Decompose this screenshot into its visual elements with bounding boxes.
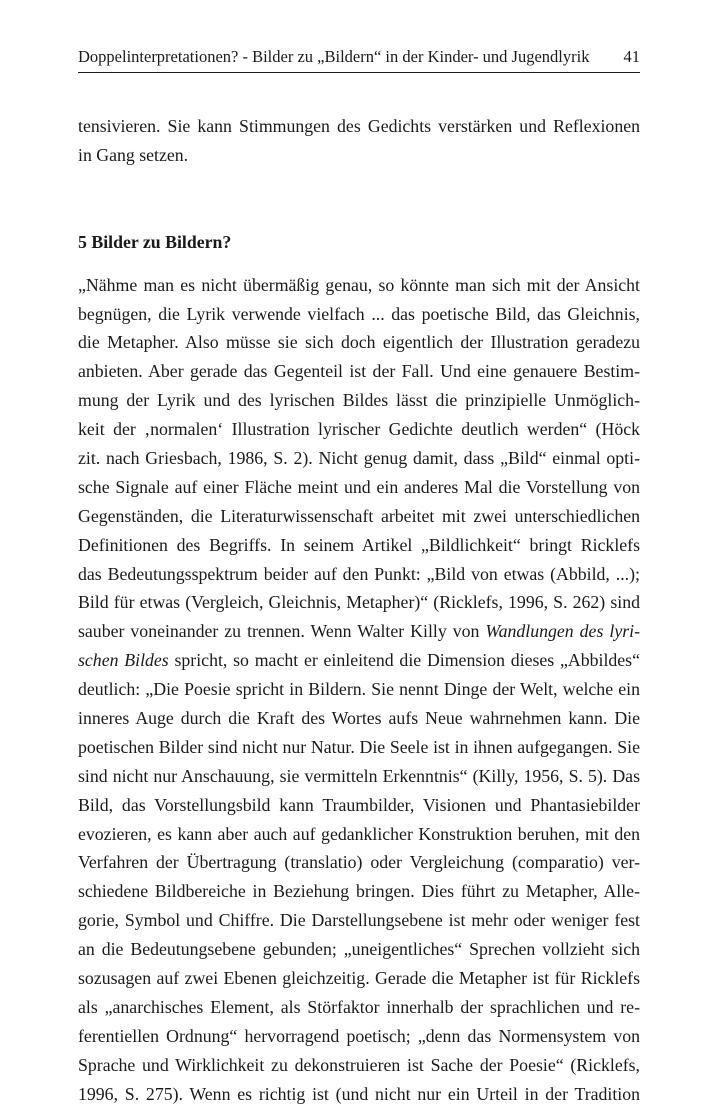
text-line: Definitionen des Begriffs. In seinem Artikel „Bildlichkeit“ bringt Ricklefs: [78, 534, 640, 555]
text-line: poetischen Bilder sind nicht nur Natur. Die Seele ist in ihnen aufgegangen. Sie: [78, 736, 640, 757]
text-line: Verfahren der Übertragung (translatio) oder Vergleichung (comparatio) ver-: [78, 852, 640, 873]
section-heading: 5 Bilder zu Bildern?: [78, 231, 232, 252]
text-line: Bild, das Vorstellungsbild kann Traumbilder, Visionen und Phantasiebilder: [78, 794, 640, 815]
text-line: gorie, Symbol und Chiffre. Die Darstellungsebene ist mehr oder weniger fest: [78, 910, 640, 931]
text-line: sozusagen auf zwei Ebenen gleichzeitig. Gerade die Metapher ist für Ricklefs: [78, 968, 640, 989]
body-text: [78, 112, 640, 1109]
text-line: in Gang setzen.: [78, 144, 189, 165]
page-number: 41: [623, 47, 640, 66]
text-line: mung der Lyrik und des lyrischen Bildes lässt die prinzipielle Unmöglich-: [78, 390, 640, 411]
text-line: sche Signale auf einer Fläche meint und ein anderes Mal die Vorstellung von: [78, 476, 640, 497]
text-line: tensivieren. Sie kann Stimmungen des Gedichts verstärken und Reflexionen: [78, 116, 640, 136]
text-line: deutlich: „Die Poesie spricht in Bildern. Sie nennt Dinge der Welt, welche ein: [78, 679, 640, 700]
text-line: anbieten. Aber gerade das Gegenteil ist der Fall. Und eine genauere Bestim-: [78, 361, 640, 382]
text-line: Gegenständen, die Literaturwissenschaft arbeitet mit zwei unterschiedlichen: [78, 505, 640, 526]
text-line: das Bedeutungsspektrum beider auf den Punkt: „Bild von etwas (Abbild, ...);: [78, 563, 640, 584]
text-line: als „anarchisches Element, als Störfaktor innerhalb der sprachlichen und re-: [78, 996, 640, 1017]
text-segment: sauber voneinander zu trennen. Wenn Walter Killy von: [78, 621, 486, 642]
text-line: zit. nach Griesbach, 1986, S. 2). Nicht genug damit, dass „Bild“ einmal opti-: [78, 448, 640, 469]
text-segment: spricht, so macht er einleitend die Dimension dieses „Abbildes“: [168, 650, 640, 671]
text-line-with-italic: [78, 617, 640, 646]
text-line: 1996, S. 275). Wenn es richtig ist (und nicht nur ein Urteil in der Tradition: [78, 1083, 640, 1104]
text-line: evozieren, es kann aber auch auf gedanklicher Konstruktion beruhen, mit den: [78, 823, 640, 844]
running-header: [78, 44, 640, 70]
text-line: „Nähme man es nicht übermäßig genau, so könnte man sich mit der Ansicht: [78, 274, 640, 295]
italic-book-title: schen Bildes: [78, 650, 169, 671]
text-line: die Metapher. Also müsse sie sich doch eigentlich der Illustration geradezu: [78, 332, 640, 353]
text-line: sind nicht nur Anschauung, sie vermitteln Erkenntnis“ (Killy, 1956, S. 5). Das: [78, 765, 640, 786]
text-line: inneres Auge durch die Kraft des Wortes aufs Neue wahrnehmen kann. Die: [78, 708, 640, 729]
text-line: an die Bedeutungsebene gebunden; „uneigentliches“ Sprechen vollzieht sich: [78, 939, 640, 960]
text-line: begnügen, die Lyrik verwende vielfach ... das poetische Bild, das Gleichnis,: [78, 303, 640, 324]
text-line: ferentiellen Ordnung“ hervorragend poetisch; „denn das Normensystem von: [78, 1025, 640, 1046]
header-rule: [78, 72, 640, 73]
text-line: keit der ‚normalen‘ Illustration lyrischer Gedichte deutlich werden“ (Höck: [78, 419, 640, 440]
text-line: schiedene Bildbereiche in Beziehung bringen. Dies führt zu Metapher, Alle-: [78, 881, 640, 902]
running-header-title: Doppelinterpretationen? - Bilder zu „Bildern“ in der Kinder- und Jugendlyrik: [78, 47, 590, 66]
text-line: Bild für etwas (Vergleich, Gleichnis, Metapher)“ (Ricklefs, 1996, S. 262) sind: [78, 592, 640, 613]
text-line-with-italic: [78, 646, 640, 675]
italic-book-title: Wandlungen des lyri-: [485, 621, 640, 642]
text-line: Sprache und Wirklichkeit zu dekonstruieren ist Sache der Poesie“ (Ricklefs,: [78, 1054, 640, 1075]
